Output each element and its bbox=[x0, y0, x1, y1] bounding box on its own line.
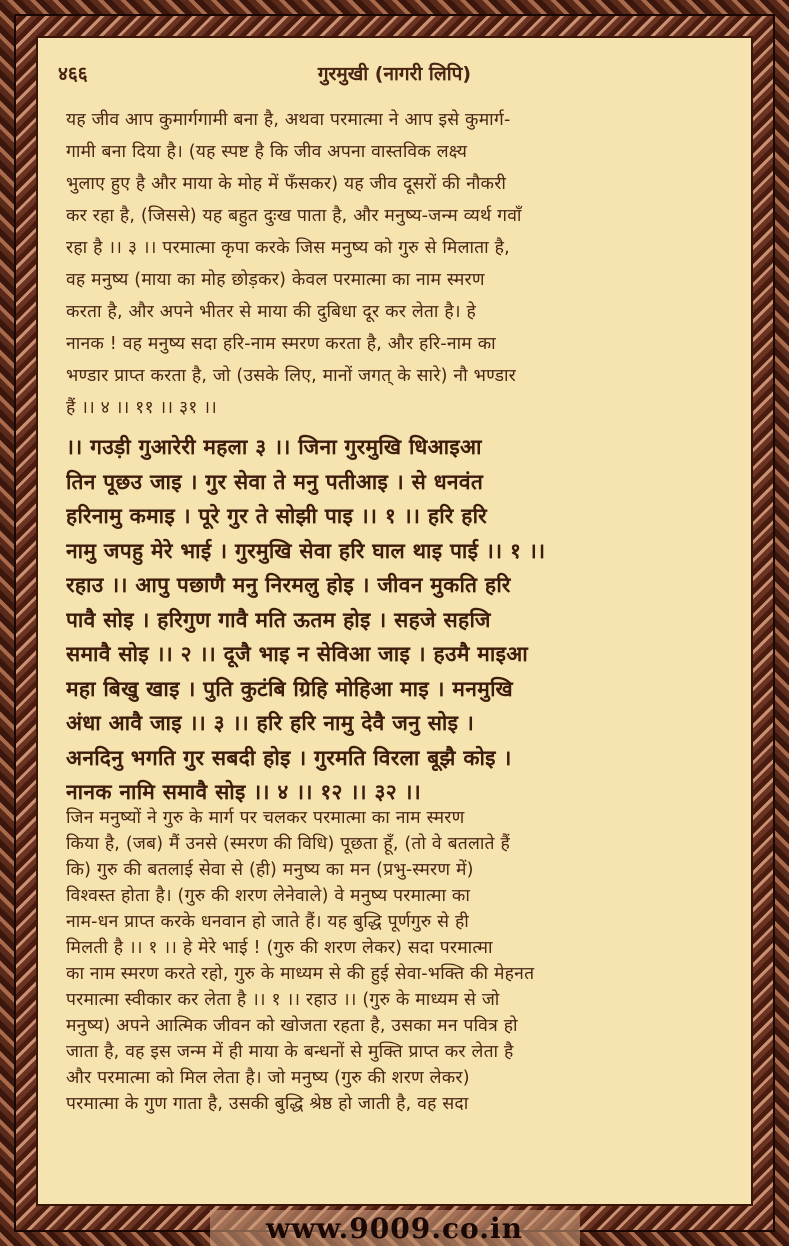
verse-line: तिन पूछउ जाइ । गुर सेवा ते मनु पतीआइ । से धनवंत bbox=[66, 469, 484, 494]
translation-paragraph bbox=[66, 805, 730, 1117]
text-line: नानक ! वह मनुष्य सदा हरि-नाम स्मरण करता है, और हरि-नाम का bbox=[66, 334, 496, 354]
text-line: किया है, (जब) मैं उनसे (स्मरण की विधि) पूछता हूँ, (तो वे बतलाते हैं bbox=[66, 834, 510, 854]
text-line: और परमात्मा को मिल लेता है। जो मनुष्य (गुरु की शरण लेकर) bbox=[66, 1068, 470, 1088]
verse-line: रहाउ ।। आपु पछाणै मनु निरमलु होइ । जीवन मुकति हरि bbox=[66, 573, 511, 597]
text-line: यह जीव आप कुमार्गगामी बना है, अथवा परमात्मा ने आप इसे कुमार्ग- bbox=[66, 110, 511, 130]
text-line: का नाम स्मरण करते रहो, गुरु के माध्यम से की हुई सेवा-भक्ति की मेहनत bbox=[66, 964, 535, 984]
text-line: भण्डार प्राप्त करता है, जो (उसके लिए, मानों जगत् के सारे) नौ भण्डार bbox=[66, 366, 517, 386]
text-line: जिन मनुष्यों ने गुरु के मार्ग पर चलकर परमात्मा का नाम स्मरण bbox=[66, 808, 465, 828]
text-line: परमात्मा के गुण गाता है, उसकी बुद्धि श्रेष्ठ हो जाती है, वह सदा bbox=[66, 1094, 469, 1114]
text-line: नाम-धन प्राप्त करके धनवान हो जाते हैं। यह बुद्धि पूर्णगुरु से ही bbox=[66, 912, 469, 932]
text-line: हैं ।। ४ ।। ११ ।। ३१ ।। bbox=[66, 398, 217, 418]
intro-paragraph bbox=[66, 104, 730, 424]
verse-line: नामु जपहु मेरे भाई । गुरमुखि सेवा हरि घाल थाइ पाई ।। १ ।। bbox=[66, 538, 546, 563]
verse-line: महा बिखु खाइ । पुति कुटंबि ग्रिहि मोहिआ माइ । मनमुखि bbox=[66, 676, 514, 701]
verse-block bbox=[66, 430, 730, 810]
text-line: कर रहा है, (जिससे) यह बहुत दुःख पाता है, और मनुष्य-जन्म व्यर्थ गवाँ bbox=[66, 206, 522, 226]
verse-line: ।। गउड़ी गुआरेरी महला ३ ।। जिना गुरमुखि धिआइआ bbox=[66, 435, 482, 459]
page-header bbox=[38, 60, 751, 90]
text-line: रहा है ।। ३ ।। परमात्मा कृपा करके जिस मनुष्य को गुरु से मिलाता है, bbox=[66, 238, 510, 258]
text-line: मिलती है ।। १ ।। हे मेरे भाई ! (गुरु की शरण लेकर) सदा परमात्मा bbox=[66, 938, 493, 958]
text-line: वह मनुष्य (माया का मोह छोड़कर) केवल परमात्मा का नाम स्मरण bbox=[66, 270, 485, 290]
verse-line: पावै सोइ । हरिगुण गावै मति ऊतम होइ । सहजे सहजि bbox=[66, 607, 491, 632]
text-line: भुलाए हुए है और माया के मोह में फँसकर) यह जीव दूसरों की नौकरी bbox=[66, 174, 507, 194]
text-line: विश्वस्त होता है। (गुरु की शरण लेनेवाले) वे मनुष्य परमात्मा का bbox=[66, 886, 471, 906]
verse-line: नानक नामि समावै सोइ ।। ४ ।। १२ ।। ३२ ।। bbox=[66, 780, 422, 804]
text-line: जाता है, वह इस जन्म में ही माया के बन्धनों से मुक्ति प्राप्त कर लेता है bbox=[66, 1042, 514, 1062]
website-footer: www.9009.co.in bbox=[266, 1212, 523, 1245]
verse-line: हरिनामु कमाइ । पूरे गुर ते सोझी पाइ ।। १ ।। हरि हरि bbox=[66, 504, 487, 528]
book-page bbox=[36, 36, 753, 1206]
text-line: करता है, और अपने भीतर से माया की दुबिधा दूर कर लेता है। हे bbox=[66, 302, 476, 322]
text-line: मनुष्य) अपने आत्मिक जीवन को खोजता रहता है, उसका मन पवित्र हो bbox=[66, 1016, 518, 1036]
text-line: कि) गुरु की बतलाई सेवा से (ही) मनुष्य का मन (प्रभु-स्मरण में) bbox=[66, 860, 474, 880]
text-line: परमात्मा स्वीकार कर लेता है ।। १ ।। रहाउ ।। (गुरु के माध्यम से जो bbox=[66, 990, 500, 1010]
book-title: गुरमुखी (नागरी लिपि) bbox=[317, 63, 472, 85]
verse-line: समावै सोइ ।। २ ।। दूजै भाइ न सेविआ जाइ । हउमै माइआ bbox=[66, 642, 528, 666]
verse-line: अंधा आवै जाइ ।। ३ ।। हरि हरि नामु देवै जनु सोइ । bbox=[66, 711, 475, 735]
page-number: ४६६ bbox=[58, 63, 88, 85]
text-line: गामी बना दिया है। (यह स्पष्ट है कि जीव अपना वास्तविक लक्ष्य bbox=[66, 142, 468, 162]
verse-line: अनदिनु भगति गुर सबदी होइ । गुरमति विरला बूझै कोइ । bbox=[66, 745, 512, 770]
